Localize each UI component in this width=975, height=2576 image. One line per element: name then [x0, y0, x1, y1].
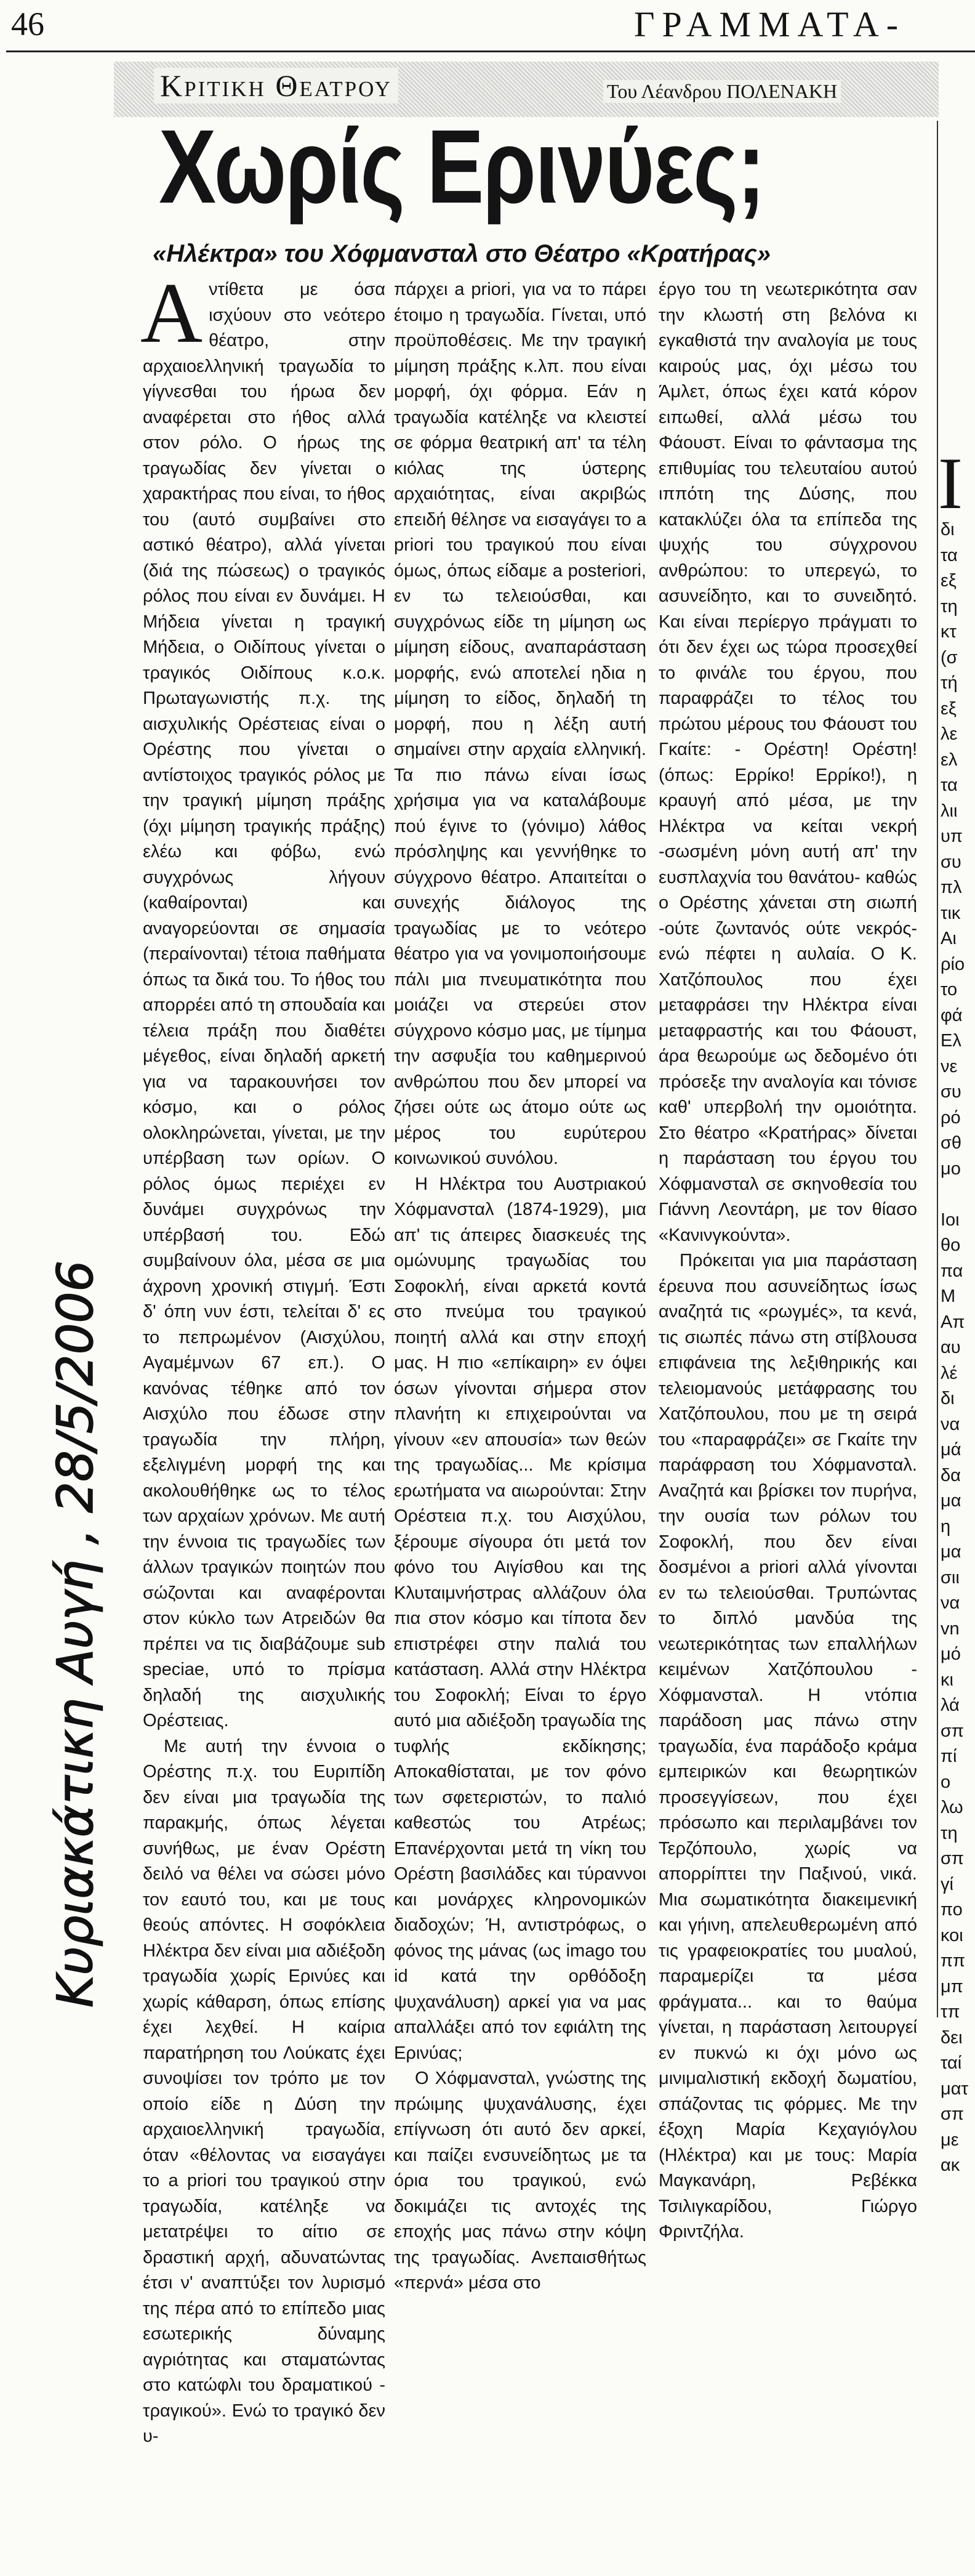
- article-column-3: [659, 277, 917, 2242]
- fragment-line: μπ: [941, 1976, 963, 1997]
- fragment-line: κτ: [941, 622, 957, 642]
- fragment-line: τη: [941, 1823, 958, 1843]
- fragment-line: πο: [941, 1900, 963, 1920]
- article-title: Χωρίς Ερινύες;: [159, 108, 764, 225]
- article-subtitle: «Ηλέκτρα» του Χόφμανσταλ στο Θέατρο «Κρατήρας»: [152, 240, 771, 267]
- fragment-line: νε: [941, 1056, 958, 1076]
- fragment-line: σιι: [941, 1567, 960, 1588]
- fragment-line: λιι: [941, 801, 958, 821]
- adjacent-text-fragments: [923, 517, 975, 2179]
- fragment-line: δι: [941, 1389, 955, 1408]
- fragment-line: λω: [941, 1798, 963, 1817]
- fragment-line: να: [941, 1414, 960, 1434]
- fragment-line: δα: [941, 1465, 961, 1485]
- fragment-line: ρίο: [941, 954, 965, 974]
- fragment-line: η: [941, 1516, 951, 1536]
- fragment-line: συ: [941, 1082, 961, 1102]
- fragment-line: μά: [941, 1440, 961, 1460]
- fragment-line: πί: [941, 1746, 957, 1766]
- fragment-line: τη: [941, 596, 958, 616]
- fragment-line: Ιοι: [941, 1209, 960, 1230]
- fragment-line: τα: [941, 775, 958, 795]
- article-column-2: [394, 277, 646, 2293]
- fragment-line: τα: [941, 545, 958, 565]
- fragment-line: το: [941, 980, 958, 999]
- fragment-line: ελ: [941, 749, 958, 770]
- fragment-line: Ελ: [941, 1031, 961, 1051]
- fragment-line: ρό: [941, 1107, 961, 1128]
- fragment-line: πλ: [941, 878, 962, 897]
- fragment-line: σπ: [941, 1721, 964, 1741]
- fragment-line: μο: [941, 1158, 961, 1179]
- fragment-line: κι: [941, 1670, 953, 1690]
- fragment-line: λε: [941, 724, 958, 744]
- fragment-line: με: [941, 2130, 959, 2150]
- fragment-line: εξ: [941, 571, 957, 591]
- fragment-line: αυ: [941, 1338, 961, 1357]
- fragment-line: να: [941, 1593, 960, 1613]
- fragment-line: (σ: [941, 647, 958, 668]
- fragment-line: μό: [941, 1644, 961, 1664]
- paragraph: Αντίθετα με όσα ισχύουν στο νεότερο θέατρο, στην αρχαιοελληνική τραγωδία το γίγνεσθαι του ήρωα δεν αναφέρεται στο ήθος αλλά στον ρόλο. Ο ήρως της τραγωδίας δεν γίνεται ο χαρακτήρας που είναι, το ήθος του (αυτό συμβαίνει στο αστικό θέατρο), αλλά γίνεται (διά της πώσεως) ο τραγικός ρόλος που είναι εν δυνάμει. Η Μήδεια γίνεται η τραγική Μήδεια, ο Οιδίπους γίνεται ο τραγικός Οιδίπους κ.ο.κ. Πρωταγωνιστής π.χ. της αισχυλικής Ορέστειας είναι ο Ορέστης που γίνεται ο αντίστοιχος τραγικός ρόλος με την τραγική μίμηση πράξης (όχι μίμηση τραγικής πράξης) ελέω και φόβω, ενώ συγχρόνως λήγουν (καθαίρονται) και αναγορεύονται σε σημασία (περαίνονται) τέτοια παθήματα όπως τα δικά του. Το ήθος του απορρέει από τη σπουδαία και τέλεια πράξη που διαθέτει μέγεθος, είναι δηλαδή αρκετή για να ταρακουνήσει τον κόσμο, και ο ρόλος ολοκληρώνεται, γίνεται, με την υπέρβαση των ορίων. Ο ρόλος όμως περιέχει εν δυνάμει συγχρόνως την υπέρβασή του. Εδώ συμβαίνουν όλα, μέσα σε μια άχρονη χρονική στιγμή. Έστι δ' όπη νυν έστι, τελείται δ' ες το πεπρωμένον (Αισχύλου, Αγαμέμνων 67 επ.). Ο κανόνας τέθηκε από τον Αισχύλο που έδωσε στην τραγωδία την πλήρη, εξελιγμένη μορφή της και ακολουθήθηκε ως το τέλος των αρχαίων χρόνων. Με αυτή την έννοια τις τραγωδίες των άλλων τραγικών ποιητών που σώζονται και αναφέρονται στον κύκλο των Ατρειδών θα πρέπει να τις διαβάζουμε sub speciae, υπό το πρίσμα δηλαδή της αισχυλικής Ορέστειας.: [140, 265, 385, 1730]
- publication-title: ΓΡΑΜΜΑΤΑ-: [634, 4, 906, 44]
- page-number: 46: [11, 6, 44, 42]
- fragment-line: μα: [941, 1491, 961, 1511]
- fragment-line: τικ: [941, 903, 961, 923]
- fragment-line: συ: [941, 852, 961, 872]
- handwritten-note: [0, 850, 123, 2020]
- paragraph: Πρόκειται για μια παράσταση έρευνα που ασυνείδητως ίσως αναζητά τις «ρωγμές», τα κενά, τις σιωπές πάνω στη στίβλουσα επιφάνεια της λεξιθηρικής και τελειομανούς μετάφρασης του Χατζόπουλου, που με τη σειρά του «παραφράζει» σε Γκαίτε την παράφραση του Χόφμανσταλ. Αναζητά και βρίσκει τον πυρήνα, την ουσία των ρόλων του Σοφοκλή, που δεν είναι δοσμένοι a priori αλλά γίνονται εν τω τελειούσθαι. Τρυπώντας το διπλό μανδύα της νεωτερικότητας των επαλλήλων κειμένων Χατζόπουλου - Χόφμανσταλ. Η ντόπια παράδοση μας πάνω στην τραγωδία, ένα παράδοξο κράμα εμπειρικών και θεωρητικών προσεγγίσεων, που έχει πρόσωπο και περιλαμβάνει τον Τερζόπουλο, χωρίς να απορρίπτει την Παξινού, νικά. Μια σωματικότητα διακειμενική και γήινη, απελευθερωμένη από τις γραφειοκρατίες του μυαλού, παραμερίζει τα μέσα φράγματα... και το θαύμα γίνεται, η παράσταση λειτουργεί εν πυκνώ κι όχι μόνο ως μινιμαλιστική εκδοχή δωματίου, σπάζοντας τις φόρμες. Με την έξοχη Μαρία Κεχαγιόγλου (Ηλέκτρα) και με τους: Μαρία Μαγκανάρη, Ρεβέκκα Τσιλιγκαρίδου, Γιώργο Φριντζήλα.: [659, 1251, 917, 2242]
- paragraph: πάρχει a priori, για να το πάρει έτοιμο η τραγωδία. Γίνεται, υπό προϋποθέσεις. Με την τραγική μίμηση πράξης κ.λπ. που είναι μορφή, όχι φόρμα. Εάν η τραγωδία κατέληξε να κλειστεί σε φόρμα θεατρική απ' τα τέλη κιόλας της ύστερης αρχαιότητας, είναι ακριβώς επειδή θέλησε να εισαγάγει το a priori του τραγικού που είναι όμως, όπως είδαμε a posteriori, εν τω τελειούσθαι, και συγχρόνως είδε τη μίμηση ως μίμηση είδους, αναπαράσταση μορφής, ενώ αποτελεί ηδια η μίμηση το είδος, δηλαδή τη μορφή, που η λέξη αυτή σημαίνει στην αρχαία ελληνική. Τα πιο πάνω είναι ίσως χρήσιμα για να καταλάβουμε πού έγινε το (γόνιμο) λάθος πρόσληψης και γεννήθηκε το σύγχρονο θέατρο. Απαιτείται ο συνεχής διάλογος της τραγωδίας με το νεότερο θέατρο για να γονιμοποιήσουμε πάλι μια πνευματικότητα που μοιάζει να στερεύει στον σύγχρονο κόσμο μας, με τίμημα την ασφυξία του καθημερινού ανθρώπου που δεν μπορεί να ζήσει ούτε ως άτομο ούτε ως μέρος του ευρύτερου κοινωνικού συνόλου.: [394, 280, 646, 1168]
- handwritten-note-text: Κυριακάτικη Αυγή , 28/5/2006: [47, 1260, 104, 2008]
- fragment-line: σθ: [941, 1133, 962, 1153]
- paragraph: Η Ηλέκτρα του Αυστριακού Χόφμανσταλ (1874-1929), μια απ' τις άπειρες διασκευές της ομώνυμης τραγωδίας του Σοφοκλή, είναι αρκετά κοντά στο πνεύμα του τραγικού ποιητή αλλά και στην εποχή μας. Η πιο «επίκαιρη» εν όψει όσων γίνονται σήμερα στον πλανήτη κι επιχειρούνται να γίνουν «εν απουσία» των θεών της τραγωδίας... Με κρίσιμα ερωτήματα να αιωρούνται: Στην Ορέστεια π.χ. του Αισχύλου, ξέρουμε σίγουρα ότι μετά τον φόνο του Αιγίσθου και της Κλυταιμνήστρας αλλάζουν όλα πια στον κόσμο και τίποτα δεν επιστρέφει στην παλιά του κατάσταση. Αλλά στην Ηλέκτρα του Σοφοκλή; Είναι το έργο αυτό μια αδιέξοδη τραγωδία της τυφλής εκδίκησης; Αποκαθίσταται, με τον φόνο των σφετεριστών, το παλιό καθεστώς του Ατρέως; Επανέρχονται μετά τη νίκη του Ορέστη βασιλάδες και τύραννοι και μονάρχες κληρονομικών διαδοχών; Ή, αντιστρόφως, ο φόνος της μάνας (ως imago του id κατά την ορθόδοξη ψυχανάλυση) αρκεί για να μας απαλλάξει από τον εφιάλτη της Ερινύας;: [394, 1174, 646, 2063]
- fragment-line: θο: [941, 1235, 961, 1255]
- fragment-line: τπ: [941, 2002, 960, 2022]
- paragraph: Ο Χόφμανσταλ, γνώστης της πρώιμης ψυχανάλυσης, έχει επίγνωση ότι αυτό δεν αρκεί, και παίζει ενσυνείδητως με τα όρια του τραγικού, ενώ δοκιμάζει τις αντοχές της εποχής μας πάνω στην κόψη της τραγωδίας. Ανεπαισθήτως «περνά» μέσα στο: [394, 2069, 646, 2293]
- fragment-line: Μ: [941, 1286, 956, 1306]
- fragment-line: μα: [941, 1542, 961, 1562]
- fragment-line: ματ: [941, 2078, 968, 2099]
- fragment-line: υπ: [941, 826, 963, 846]
- fragment-line: δι: [941, 520, 955, 539]
- fragment-line: λά: [941, 1695, 960, 1715]
- fragment-line: ππ: [941, 1951, 966, 1971]
- fragment-line: πα: [941, 1261, 963, 1281]
- fragment-line: σπ: [941, 2104, 964, 2124]
- fragment-line: εξ: [941, 698, 957, 719]
- paragraph: Με αυτή την έννοια ο Ορέστης π.χ. του Ευριπίδη δεν είναι μια τραγωδία της παρακμής, όπως λέγεται συνήθως, με έναν Ορέστη δειλό να θέλει να σώσει μόνο τον εαυτό του, και με τους θεούς απόντες. Η σοφόκλεια Ηλέκτρα δεν είναι μια αδιέξοδη τραγωδία χωρίς Ερινύες και χωρίς κάθαρση, όπως επίσης έχει λεχθεί. Η καίρια παρατήρηση του Λούκατς έχει συνοψίσει τον τρόπο με τον οποίο είδε η Δύση την αρχαιοελληνική τραγωδία, όταν «θέλοντας να εισαγάγει το a priori του τραγικού στην τραγωδία, κατέληξε να μετατρέψει το αίτιο σε δραστική αρχή, αδυνατώντας έτσι ν' αναπτύξει τον λυρισμό της πέρα από το επίπεδο μιας εσωτερικής δύναμης αγριότητας και σταματώντας στο κατώφλι του δραματικού - τραγικού». Ενώ το τραγικό δεν υ-: [143, 1736, 385, 2446]
- fragment-line: δει: [941, 2027, 963, 2048]
- author-byline: Του Λέανδρου ΠΟΛΕΝΑΚΗ: [603, 80, 841, 103]
- section-label: Κριτικη Θεατρου: [154, 68, 398, 103]
- article-column-1: [140, 265, 385, 2446]
- paragraph: έργο του τη νεωτερικότητα σαν την κλωστή στη βελόνα κι εγκαθιστά την αναλογία με τους καιρούς μας, όχι μέσω του Άμλετ, όπως έχει κατά κόρον ειπωθεί, αλλά μέσω του Φάουστ. Είναι το φάντασμα της επιθυμίας του τελευταίου αυτού ιππότη της Δύσης, που κατακλύζει όλα τα επίπεδα της ψυχής του σύγχρονου ανθρώπου: το υπερεγώ, το ασυνείδητο, και το συνειδητό. Και είναι περίεργο πράγματι το ότι δεν έχει ως τώρα προσεχθεί το φινάλε του έργου, που παραφράζει το τέλος του πρώτου μέρους του Φάουστ του Γκαίτε: - Ορέστη! Ορέστη! (όπως: Ερρίκο! Ερρίκο!), η κραυγή από μέσα, με την Ηλέκτρα να κείται νεκρή -σωσμένη μόνη αυτή απ' την ευσπλαχνία του θανάτου- καθώς ο Ορέστης χάνεται στη σιωπή -ούτε ζωντανός ούτε νεκρός- ενώ πέφτει η αυλαία. Ο Κ. Χατζόπουλος που έχει μεταφράσει την Ηλέκτρα είναι μεταφραστής και του Φάουστ, άρα θεωρούμε ως δεδομένο ότι πρόσεξε την αναλογία και τόνισε καθ' υπερβολή την ομοιότητα. Στο θέατρο «Κρατήρας» δίνεται η παράσταση του έργου του Χόφμανσταλ σε σκηνοθεσία του Γιάννη Λεοντάρη, με τον θίασο «Κανινγκούντα».: [659, 280, 917, 1245]
- adjacent-drop-cap: Ι: [938, 450, 963, 524]
- fragment-line: ακ: [941, 2155, 960, 2175]
- fragment-line: φά: [941, 1005, 963, 1025]
- header-rule: [6, 50, 975, 52]
- fragment-line: σπ: [941, 1849, 964, 1868]
- fragment-line: λέ: [941, 1363, 958, 1383]
- fragment-line: Αι: [941, 929, 957, 948]
- fragment-line: [941, 1182, 975, 1208]
- adjacent-article-fragment: [923, 450, 975, 2576]
- fragment-line: ταί: [941, 2053, 962, 2073]
- fragment-line: γί: [941, 1874, 953, 1894]
- fragment-line: vn: [941, 1618, 960, 1639]
- fragment-line: κοι: [941, 1925, 963, 1945]
- drop-cap: Α: [140, 265, 203, 361]
- fragment-line: Απ: [941, 1312, 965, 1332]
- fragment-line: ο: [941, 1772, 951, 1792]
- fragment-line: τή: [941, 673, 958, 693]
